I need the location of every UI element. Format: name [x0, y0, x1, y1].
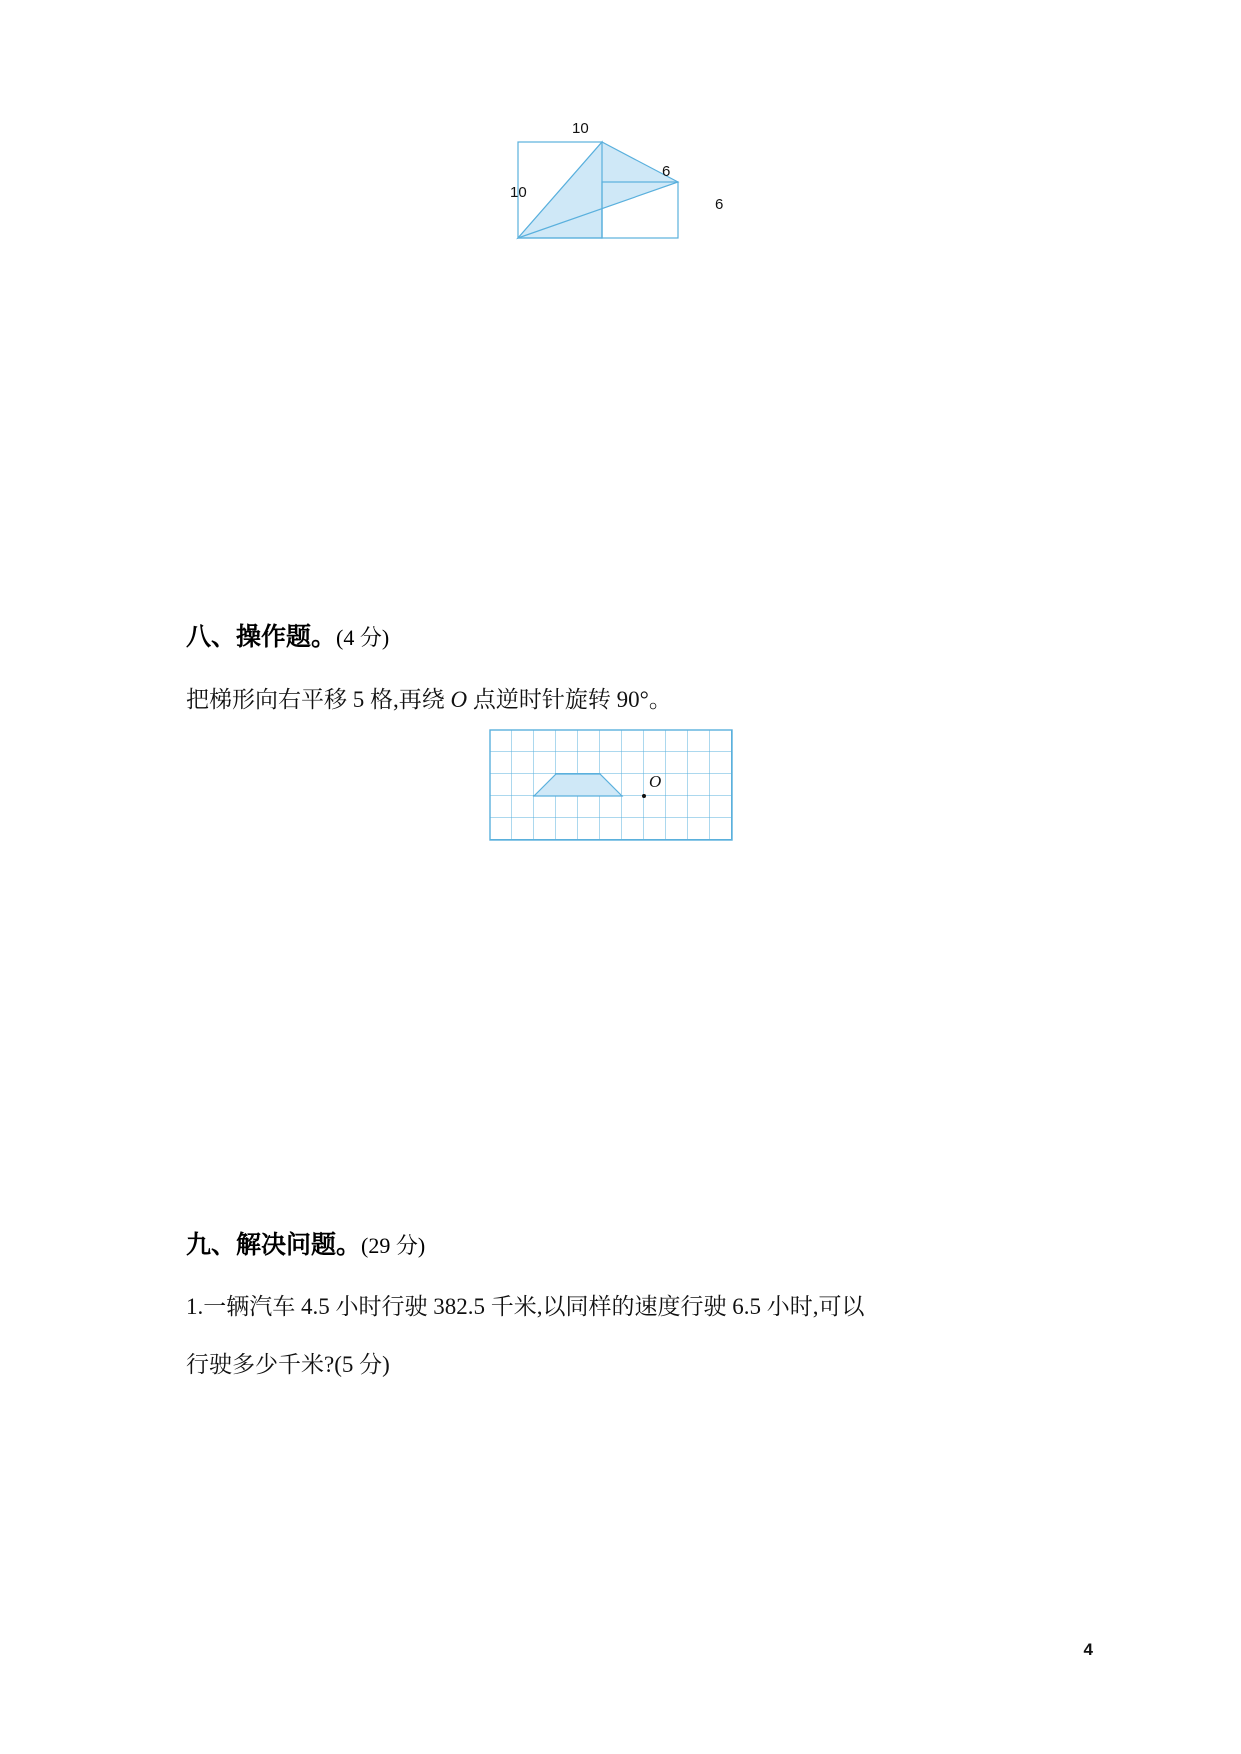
figure-square-triangle: [510, 120, 740, 270]
section9-q1-line1: 1.一辆汽车 4.5 小时行驶 382.5 千米,以同样的速度行驶 6.5 小时,可以: [186, 1294, 865, 1319]
section9-q1-line2: 行驶多少千米?(5 分): [186, 1352, 390, 1377]
figure-square-triangle-svg: [510, 120, 740, 270]
figure-label-rect-right: 6: [715, 196, 724, 213]
grid-origin-label: O: [649, 772, 662, 791]
figure-label-square-top: 10: [572, 120, 589, 137]
figure-grid-svg: [489, 729, 745, 851]
page-number: 4: [1083, 1640, 1093, 1659]
section8-question-text: 把梯形向右平移 5 格,再绕 O 点逆时针旋转 90°。: [186, 687, 672, 712]
section-heading-8-title: 八、操作题。: [186, 623, 337, 651]
figure-label-rect-top: 6: [662, 163, 671, 180]
figure-label-square-left: 10: [510, 184, 527, 201]
section-heading-8-points: (4 分): [336, 625, 390, 650]
section-heading-9-points: (29 分): [361, 1233, 426, 1258]
section-heading-9-title: 九、解决问题。: [186, 1231, 362, 1259]
figure-grid-trapezoid: [489, 729, 745, 851]
section-heading-9: [186, 1225, 425, 1261]
point-o-label: O: [450, 687, 468, 712]
section-heading-8: [186, 617, 389, 653]
